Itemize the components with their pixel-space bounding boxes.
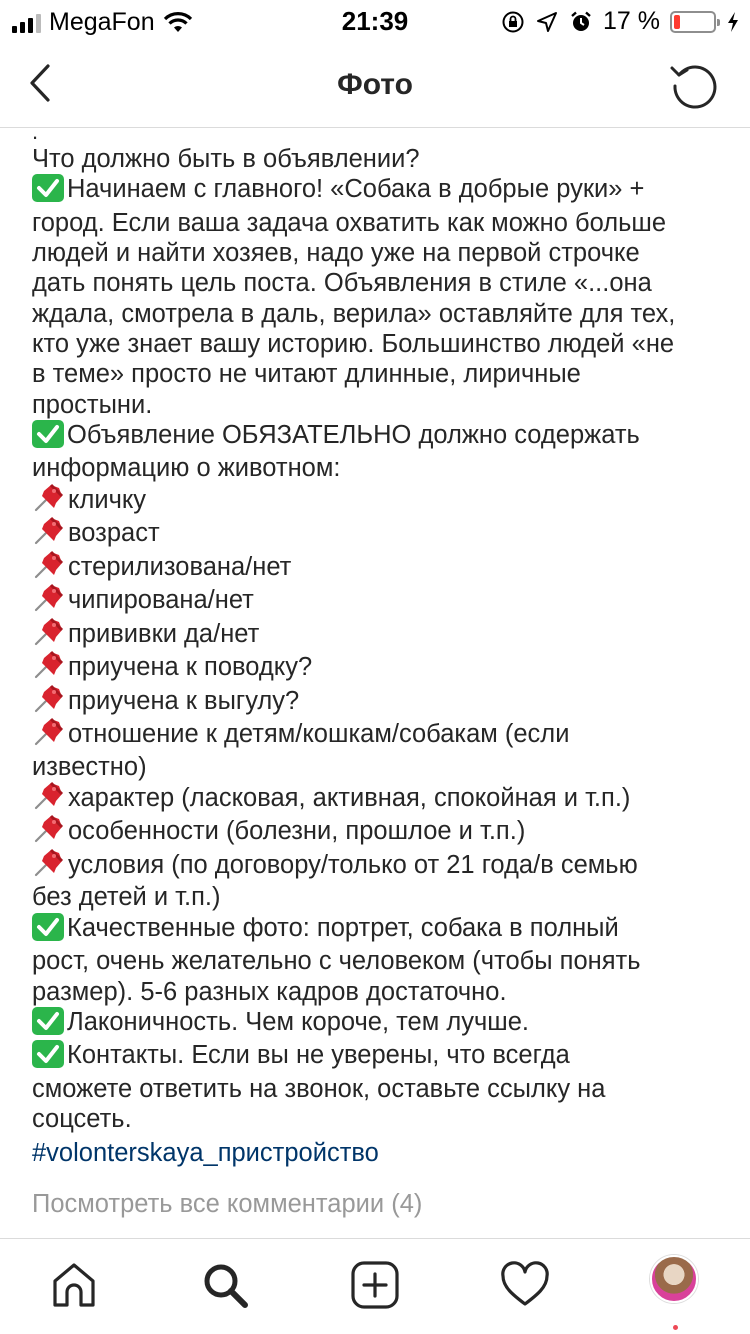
caption-body xyxy=(32,174,732,1134)
caption-line-text: известно) xyxy=(32,752,147,781)
check-mark-icon xyxy=(32,913,64,941)
caption-line xyxy=(32,1104,732,1134)
caption-line xyxy=(32,551,732,585)
caption-heading: Что должно быть в объявлении? xyxy=(32,145,420,173)
caption-line-text: простыни. xyxy=(32,390,153,419)
caption-line xyxy=(32,718,732,752)
caption-line-text: отношение к детям/кошкам/собакам (если xyxy=(68,720,570,749)
caption-line-text: сможете ответить на звонок, оставьте ссылку на xyxy=(32,1074,606,1103)
caption-line xyxy=(32,174,732,208)
check-mark-icon xyxy=(32,420,64,448)
caption-line xyxy=(32,299,732,329)
caption-line-text: прививки да/нет xyxy=(68,619,260,648)
status-bar xyxy=(0,0,750,40)
caption-line-text: без детей и т.п.) xyxy=(32,883,221,912)
location-arrow-icon xyxy=(535,10,559,34)
pushpin-icon xyxy=(32,584,66,612)
caption-line-text: соцсеть. xyxy=(32,1105,132,1134)
caption-line xyxy=(32,268,732,298)
home-icon[interactable] xyxy=(48,1259,100,1311)
caption-line xyxy=(32,946,732,976)
caption-line xyxy=(32,977,732,1007)
tab-bar xyxy=(0,1238,750,1334)
status-bar-right xyxy=(501,7,740,36)
caption-line xyxy=(32,238,732,268)
caption-line xyxy=(32,484,732,518)
caption-line-text: возраст xyxy=(68,519,160,548)
caption-line-text: приучена к поводку? xyxy=(68,653,313,682)
caption-line xyxy=(32,420,732,454)
caption-line-text: Начинаем с главного! «Собака в добрые руки» + xyxy=(67,175,645,204)
caption-line-text: рост, очень желательно с человеком (чтобы понять xyxy=(32,947,641,976)
battery-icon xyxy=(670,11,716,33)
caption-dot: . xyxy=(32,119,39,144)
caption-line xyxy=(32,329,732,359)
caption-line xyxy=(32,453,732,483)
caption-line-text: людей и найти хозяев, надо уже на первой строчке xyxy=(32,239,640,268)
pushpin-icon xyxy=(32,551,66,579)
caption-line xyxy=(32,390,732,420)
caption-line xyxy=(32,849,732,883)
check-mark-icon xyxy=(32,1007,64,1035)
caption-line-text: особенности (болезни, прошлое и т.п.) xyxy=(68,817,526,846)
caption-line xyxy=(32,359,732,389)
caption-line-text: Качественные фото: портрет, собака в полный xyxy=(67,913,619,942)
battery-level xyxy=(674,15,680,29)
caption-line-text: Контакты. Если вы не уверены, что всегда xyxy=(67,1041,570,1070)
caption-line xyxy=(32,752,732,782)
pushpin-icon xyxy=(32,484,66,512)
caption-line-text: в теме» просто не читают длинные, лиричные xyxy=(32,360,581,389)
activity-heart-icon[interactable] xyxy=(499,1259,551,1311)
refresh-icon[interactable] xyxy=(668,58,720,110)
pushpin-icon xyxy=(32,685,66,713)
caption-line xyxy=(32,913,732,947)
caption-line xyxy=(32,1007,732,1041)
pushpin-icon xyxy=(32,651,66,679)
caption-line-text: чипирована/нет xyxy=(68,586,254,615)
caption-line-text: размер). 5-6 разных кадров достаточно. xyxy=(32,977,507,1006)
nav-header xyxy=(0,40,750,128)
battery-percent: 17 % xyxy=(603,7,660,35)
profile-avatar[interactable] xyxy=(650,1255,698,1303)
caption-line xyxy=(32,517,732,551)
caption-line xyxy=(32,208,732,238)
status-time: 21:39 xyxy=(341,6,409,36)
caption-line-text: дать понять цель поста. Объявления в стиле «...она xyxy=(32,269,652,298)
caption-line-text: приучена к выгулу? xyxy=(68,686,300,715)
page-title: Фото xyxy=(337,68,413,101)
caption-line-text: Объявление ОБЯЗАТЕЛЬНО должно содержать xyxy=(67,420,640,449)
pushpin-icon xyxy=(32,517,66,545)
caption-line xyxy=(32,782,732,816)
alarm-icon xyxy=(569,10,593,34)
pushpin-icon xyxy=(32,782,66,810)
caption-line xyxy=(32,1074,732,1104)
view-comments-link[interactable]: Посмотреть все комментарии (4) xyxy=(32,1189,423,1218)
post-caption xyxy=(32,119,732,1238)
lock-rotation-icon xyxy=(501,10,525,34)
pushpin-icon xyxy=(32,849,66,877)
caption-line-text: характер (ласковая, активная, спокойная и т.п.) xyxy=(68,783,631,812)
caption-line xyxy=(32,1040,732,1074)
caption-line-text: кто уже знает вашу историю. Большинство людей «не xyxy=(32,329,675,358)
new-post-icon[interactable] xyxy=(349,1259,401,1311)
pushpin-icon xyxy=(32,815,66,843)
caption-line-text: Лаконичность. Чем короче, тем лучше. xyxy=(67,1007,529,1036)
caption-line xyxy=(32,651,732,685)
caption-line-text: информацию о животном: xyxy=(32,454,341,483)
caption-line xyxy=(32,685,732,719)
caption-line xyxy=(32,618,732,652)
check-mark-icon xyxy=(32,1040,64,1068)
pushpin-icon xyxy=(32,618,66,646)
hashtag-link[interactable]: #volonterskaya_пристройство xyxy=(32,1139,379,1168)
pushpin-icon xyxy=(32,718,66,746)
search-icon[interactable] xyxy=(199,1259,251,1311)
caption-line-text: кличку xyxy=(68,485,147,514)
notification-dot xyxy=(673,1325,678,1330)
caption-line xyxy=(32,584,732,618)
check-mark-icon xyxy=(32,174,64,202)
caption-line xyxy=(32,882,732,912)
caption-line-text: город. Если ваша задача охватить как можно больше xyxy=(32,208,667,237)
caption-line-text: условия (по договору/только от 21 года/в семью xyxy=(68,850,638,879)
caption-line-text: стерилизована/нет xyxy=(68,552,292,581)
caption-line-text: ждала, смотрела в даль, верила» оставляйте для тех, xyxy=(32,299,676,328)
carrier-name: MegaFon xyxy=(49,8,155,36)
charging-bolt-icon xyxy=(726,11,740,33)
caption-line xyxy=(32,815,732,849)
